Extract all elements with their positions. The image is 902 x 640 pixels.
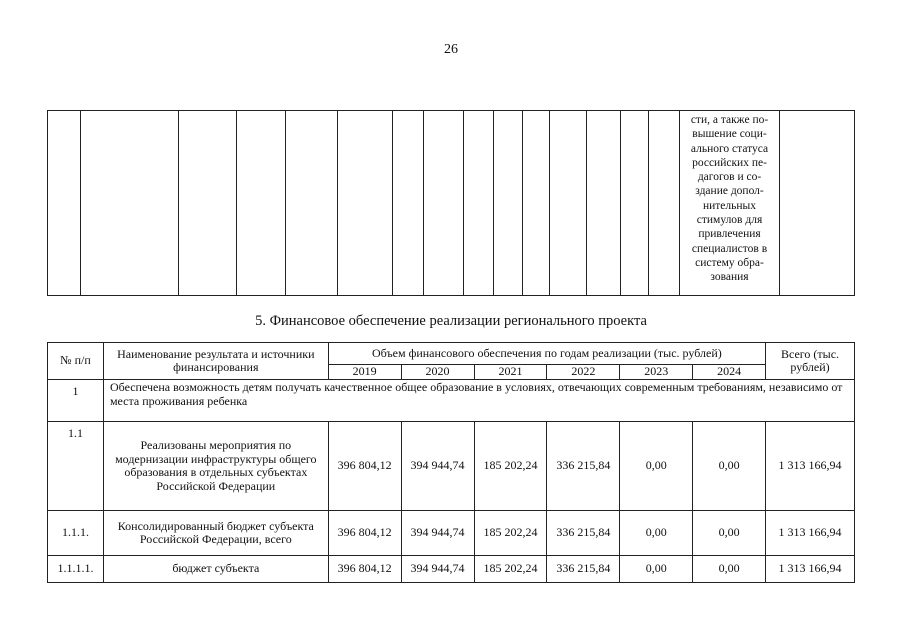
page-number: 26 [444,42,458,57]
row-total: 1 313 166,94 [766,556,855,583]
continuation-text-cell [680,111,780,296]
row-value: 0,00 [620,422,693,511]
continuation-cell [464,111,494,296]
goal-row [48,380,855,422]
table-row [48,422,855,511]
row-value: 0,00 [693,511,766,556]
row-value: 0,00 [693,422,766,511]
table-row [48,511,855,556]
header-volume: Объем финансового обеспечения по годам реализации (тыс. рублей) [328,343,765,365]
continuation-cell [48,111,81,296]
header-year: 2024 [693,365,766,380]
row-value: 185 202,24 [474,556,547,583]
continuation-cell [285,111,337,296]
header-name: Наименование результата и источники финансирования [103,343,328,380]
row-num: 1.1.1. [48,511,104,556]
continuation-cell [393,111,424,296]
continuation-cell [178,111,236,296]
row-name: Консолидированный бюджет субъекта Российской Федерации, всего [103,511,328,556]
header-year: 2023 [620,365,693,380]
row-value: 396 804,12 [328,422,401,511]
row-value: 396 804,12 [328,511,401,556]
continuation-cell [550,111,587,296]
continuation-cell [779,111,854,296]
row-value: 394 944,74 [401,422,474,511]
row-value: 396 804,12 [328,556,401,583]
row-name: Реализованы мероприятия по модернизации инфраструктуры общего образования в отдельных субъектах Российской Федерации [103,422,328,511]
row-value: 336 215,84 [547,422,620,511]
header-year: 2022 [547,365,620,380]
header-num: № п/п [48,343,104,380]
row-value: 336 215,84 [547,511,620,556]
row-name: бюджет субъекта [103,556,328,583]
row-num: 1.1 [48,422,104,511]
goal-num: 1 [48,380,104,422]
row-total: 1 313 166,94 [766,422,855,511]
finance-table [47,342,855,583]
header-year: 2020 [401,365,474,380]
continuation-cell [80,111,178,296]
row-value: 185 202,24 [474,511,547,556]
continuation-cell [621,111,649,296]
continuation-cell [523,111,550,296]
row-value: 394 944,74 [401,556,474,583]
continuation-cell [587,111,621,296]
continuation-cell [337,111,393,296]
header-year: 2021 [474,365,547,380]
row-value: 0,00 [693,556,766,583]
continuation-text: сти, а также по- вышение соци- ального статуса российских пе- дагогов и со- здание допол- нительных стимулов для привлечения специалистов в систему обра- зования [690,114,769,284]
continuation-table [47,110,855,296]
table-row [48,556,855,583]
continuation-cell [494,111,523,296]
continuation-cell [424,111,464,296]
header-total: Всего (тыс. рублей) [766,343,855,380]
row-value: 394 944,74 [401,511,474,556]
row-value: 185 202,24 [474,422,547,511]
header-year: 2019 [328,365,401,380]
goal-text: Обеспечена возможность детям получать качественное общее образование в условиях, отвечающих современным требованиям, независимо от места проживания ребенка [103,380,854,422]
continuation-cell [649,111,680,296]
continuation-cell [236,111,285,296]
row-value: 336 215,84 [547,556,620,583]
section-title: 5. Финансовое обеспечение реализации регионального проекта [255,313,647,329]
row-value: 0,00 [620,511,693,556]
row-total: 1 313 166,94 [766,511,855,556]
row-value: 0,00 [620,556,693,583]
row-num: 1.1.1.1. [48,556,104,583]
